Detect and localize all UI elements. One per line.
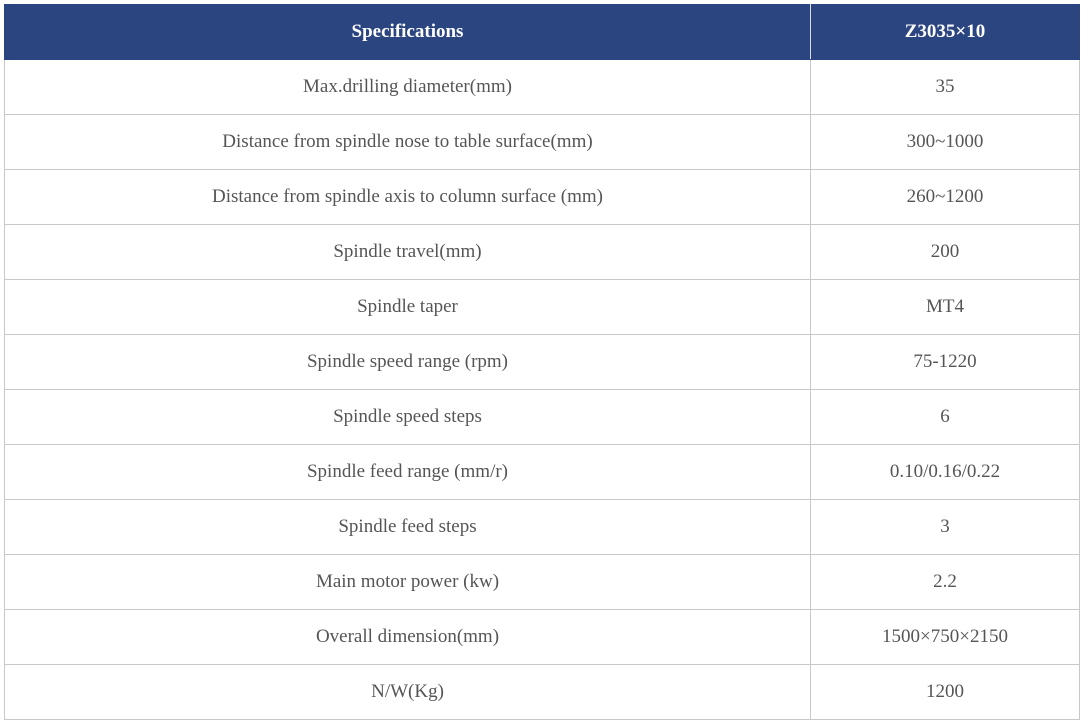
spec-value-cell: 75-1220	[811, 335, 1080, 390]
table-header-row	[5, 5, 1080, 60]
spec-name-cell: N/W(Kg)	[5, 665, 811, 720]
spec-name-cell: Spindle speed range (rpm)	[5, 335, 811, 390]
spec-name-cell: Spindle taper	[5, 280, 811, 335]
table-row	[5, 555, 1080, 610]
spec-name-cell: Spindle travel(mm)	[5, 225, 811, 280]
spec-name-cell: Max.drilling diameter(mm)	[5, 60, 811, 115]
specifications-table	[4, 4, 1080, 720]
header-specifications: Specifications	[5, 5, 811, 60]
spec-name-cell: Distance from spindle axis to column surface (mm)	[5, 170, 811, 225]
spec-name-cell: Distance from spindle nose to table surface(mm)	[5, 115, 811, 170]
spec-name-cell: Spindle feed range (mm/r)	[5, 445, 811, 500]
spec-value-cell: 2.2	[811, 555, 1080, 610]
table-row	[5, 335, 1080, 390]
spec-name-cell: Spindle feed steps	[5, 500, 811, 555]
spec-value-cell: 300~1000	[811, 115, 1080, 170]
spec-value-cell: 260~1200	[811, 170, 1080, 225]
spec-value-cell: 1200	[811, 665, 1080, 720]
table-row	[5, 225, 1080, 280]
spec-name-cell: Main motor power (kw)	[5, 555, 811, 610]
spec-value-cell: MT4	[811, 280, 1080, 335]
table-row	[5, 115, 1080, 170]
spec-value-cell: 6	[811, 390, 1080, 445]
table-row	[5, 390, 1080, 445]
table-row	[5, 665, 1080, 720]
header-model: Z3035×10	[811, 5, 1080, 60]
table-row	[5, 610, 1080, 665]
spec-value-cell: 0.10/0.16/0.22	[811, 445, 1080, 500]
table-row	[5, 445, 1080, 500]
table-row	[5, 280, 1080, 335]
spec-value-cell: 200	[811, 225, 1080, 280]
table-row	[5, 500, 1080, 555]
table-row	[5, 170, 1080, 225]
spec-value-cell: 1500×750×2150	[811, 610, 1080, 665]
spec-value-cell: 3	[811, 500, 1080, 555]
table-row	[5, 60, 1080, 115]
spec-name-cell: Spindle speed steps	[5, 390, 811, 445]
spec-value-cell: 35	[811, 60, 1080, 115]
spec-name-cell: Overall dimension(mm)	[5, 610, 811, 665]
